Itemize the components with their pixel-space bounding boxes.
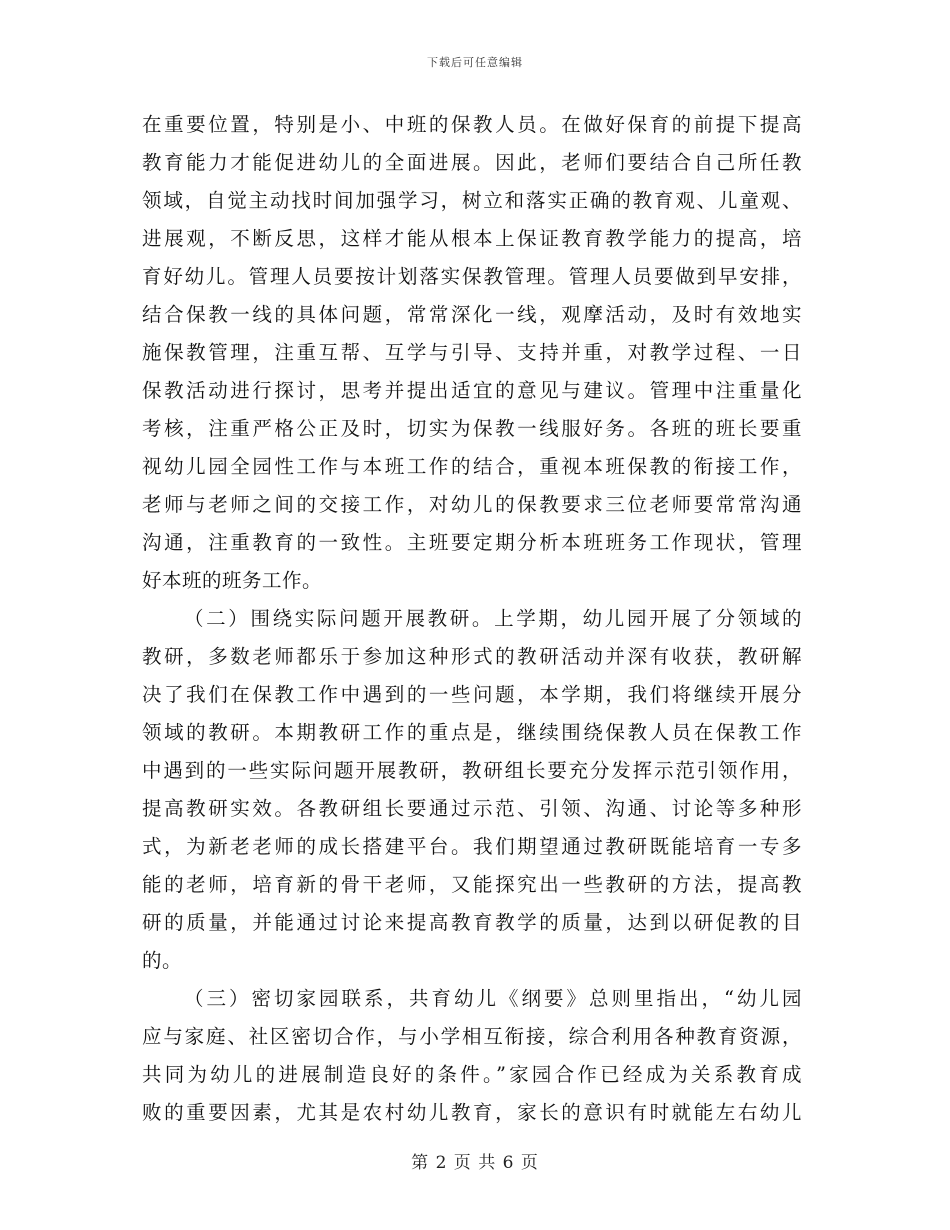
text-line: 老师与老师之间的交接工作，对幼儿的保教要求三位老师要常常沟通: [142, 493, 802, 516]
text-line: 保教活动进行探讨，思考并提出适宜的意见与建议。管理中注重量化: [142, 379, 802, 402]
text-line: 能的老师，培育新的骨干老师，又能探究出一些教研的方法，提高教: [142, 873, 802, 896]
text-line: 共同为幼儿的进展制造良好的条件。”家园合作已经成为关系教育成: [142, 1063, 802, 1086]
paragraph-start-line: （三）密切家园联系，共育幼儿《纲要》总则里指出，“幼儿园: [184, 987, 802, 1010]
text-line: 败的重要因素，尤其是农村幼儿教育，家长的意识有时就能左右幼儿: [142, 1101, 802, 1124]
text-line: 施保教管理，注重互帮、互学与引导、支持并重，对教学过程、一日: [142, 341, 802, 364]
text-line: 领域的教研。本期教研工作的重点是，继续围绕保教人员在保教工作: [142, 721, 802, 744]
text-line: 育好幼儿。管理人员要按计划落实保教管理。管理人员要做到早安排，: [142, 265, 802, 288]
text-line: 好本班的班务工作。: [142, 569, 323, 592]
page-header: 下载后可任意编辑: [427, 56, 523, 69]
text-line: 式，为新老老师的成长搭建平台。我们期望通过教研既能培育一专多: [142, 835, 802, 858]
document-body: [142, 106, 802, 1132]
text-line: 在重要位置，特别是小、中班的保教人员。在做好保育的前提下提高: [142, 113, 802, 136]
text-line: 考核，注重严格公正及时，切实为保教一线服好务。各班的班长要重: [142, 417, 802, 440]
page-number-footer: 第 2 页 共 6 页: [411, 1153, 539, 1173]
text-line: 视幼儿园全园性工作与本班工作的结合，重视本班保教的衔接工作，: [142, 455, 802, 478]
text-line: 结合保教一线的具体问题，常常深化一线，观摩活动，及时有效地实: [142, 303, 802, 326]
text-line: 中遇到的一些实际问题开展教研，教研组长要充分发挥示范引领作用，: [142, 759, 802, 782]
text-line: 决了我们在保教工作中遇到的一些问题，本学期，我们将继续开展分: [142, 683, 802, 706]
text-line: 教研，多数老师都乐于参加这种形式的教研活动并深有收获，教研解: [142, 645, 802, 668]
text-line: 应与家庭、社区密切合作，与小学相互衔接，综合利用各种教育资源，: [142, 1025, 802, 1048]
text-line: 提高教研实效。各教研组长要通过示范、引领、沟通、讨论等多种形: [142, 797, 802, 820]
text-line: 教育能力才能促进幼儿的全面进展。因此，老师们要结合自己所任教: [142, 151, 802, 174]
text-line: 的。: [142, 949, 183, 972]
paragraph-start-line: （二）围绕实际问题开展教研。上学期，幼儿园开展了分领域的: [184, 607, 802, 630]
text-line: 研的质量，并能通过讨论来提高教育教学的质量，达到以研促教的目: [142, 911, 802, 934]
text-line: 沟通，注重教育的一致性。主班要定期分析本班班务工作现状，管理: [142, 531, 802, 554]
text-line: 领域，自觉主动找时间加强学习，树立和落实正确的教育观、儿童观、: [142, 189, 802, 212]
text-line: 进展观，不断反思，这样才能从根本上保证教育教学能力的提高，培: [142, 227, 802, 250]
